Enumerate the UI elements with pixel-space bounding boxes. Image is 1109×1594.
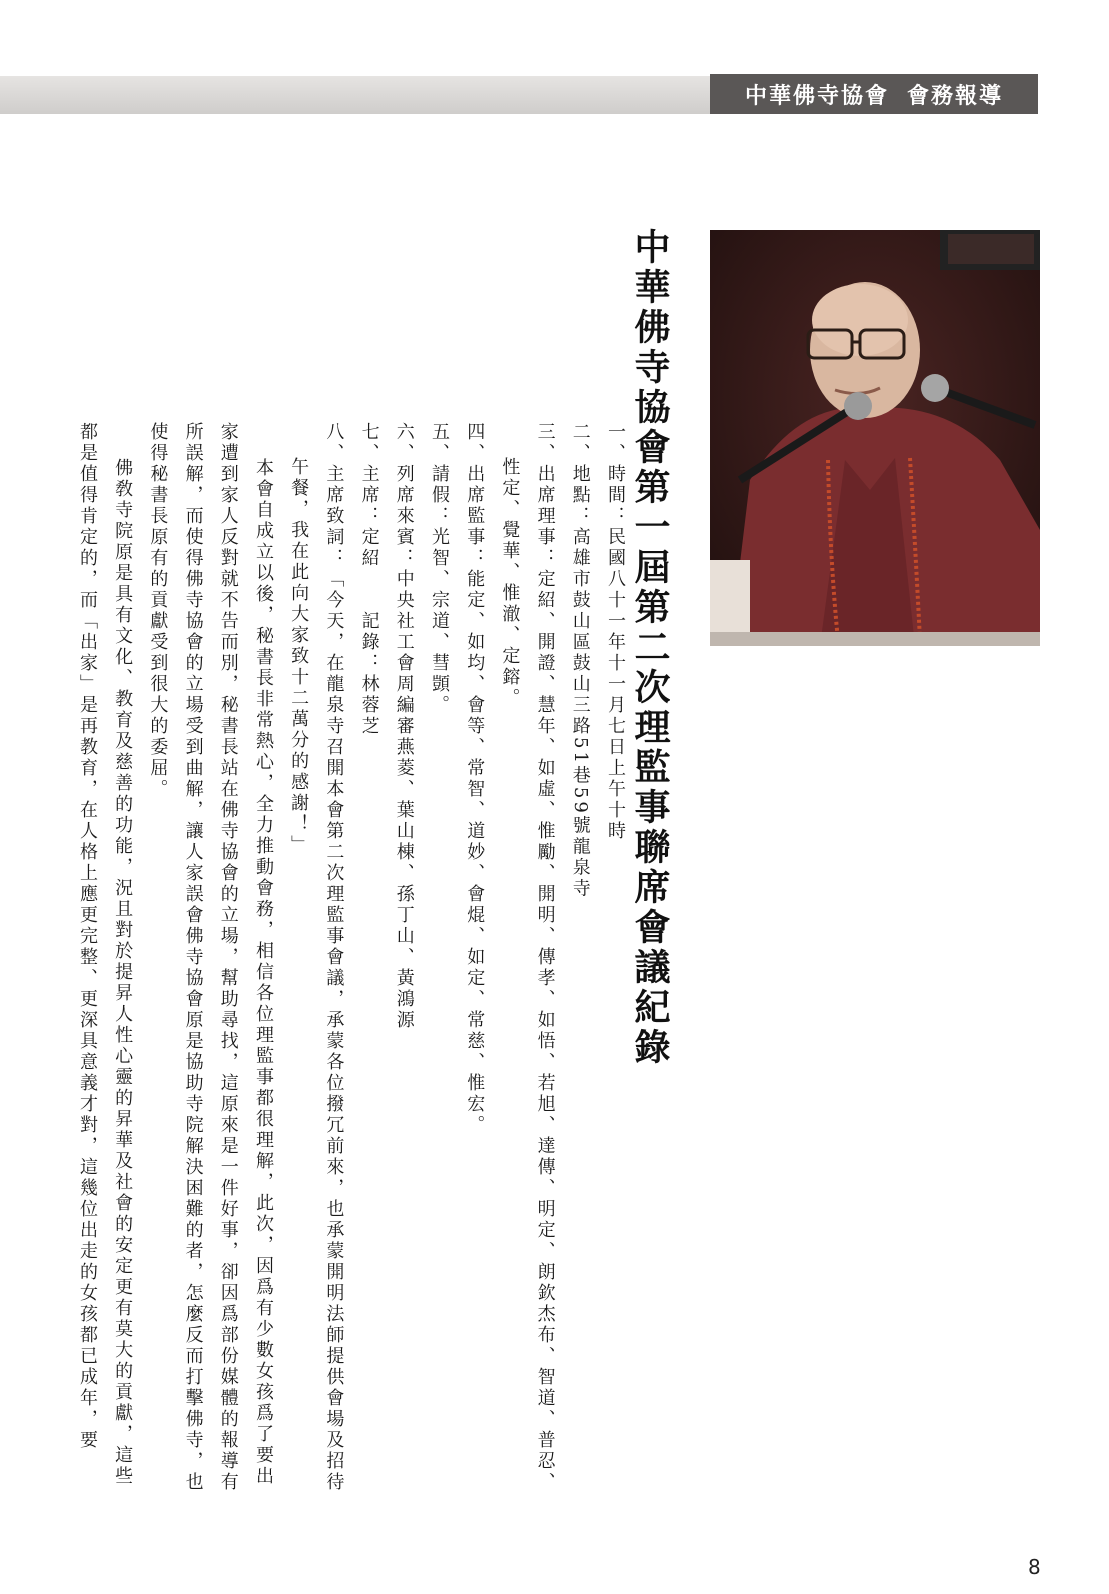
- minutes-item-speech: 八、主席致詞：「今天，在龍泉寺召開本會第二次理監事會議，承蒙各位撥冗前來，也承蒙開明法師提供會場及招待午餐，我在此向大家致十二萬分的感謝！」: [288, 422, 345, 1493]
- minutes-item-leave: 五、請假：光智、宗道、彗顗。: [428, 422, 450, 716]
- minutes-item-directors: 三、出席理事：定紹、開證、慧年、如虛、惟勵、開明、傳孝、如悟、若旭、達傳、明定、朗欽杰布、智道、普忍、性定、覺華、惟澈、定鎔。: [499, 422, 556, 1493]
- minutes-item-guests: 六、列席來賓：中央社工會周編審燕菱、葉山棟、孫丁山、黃鴻源: [393, 422, 415, 1031]
- header-stripe: [0, 76, 710, 114]
- chairman-photo: [710, 230, 1040, 646]
- body-paragraph: 本會自成立以後，秘書長非常熱心，全力推動會務，相信各位理監事都很理解，此次，因爲有少數女孩爲了要出家遭到家人反對就不告而別，秘書長站在佛寺協會的立場，幫助尋找，這原來是一件好事，卻因爲部份媒體的報導有所誤解，而使得佛寺協會的立場受到曲解，讓人家誤會佛寺協會原是協助寺院解決困難的者，怎麼反而打擊佛寺，也使得秘書長原有的貢獻受到很大的委屈。: [147, 422, 274, 1493]
- minutes-item-supervisors: 四、出席監事：能定、如均、會等、常智、道妙、會焜、如定、常慈、惟宏。: [464, 422, 486, 1136]
- article-body: [70, 422, 633, 1502]
- chairman-photo-illustration: [710, 230, 1040, 646]
- minutes-item-location: 二、地點：高雄市鼓山區鼓山三路51巷59號龍泉寺: [569, 422, 591, 900]
- page-number: 8: [1028, 1555, 1041, 1579]
- header-section: 會務報導: [907, 83, 1004, 109]
- minutes-item-time: 一、時間：民國八十一年十一月七日上午十時: [605, 422, 626, 842]
- body-paragraph: 佛敎寺院原是具有文化、教育及慈善的功能，況且對於提昇人性心靈的昇華及社會的安定更有莫大的貢獻，這些都是值得肯定的，而「出家」是再教育，在人格上應更完整、更深具意義才對，這幾位出走的女孩都已成年，要: [76, 422, 134, 1487]
- header-org: 中華佛寺協會: [744, 83, 889, 109]
- section-header-badge: [710, 74, 1038, 114]
- minutes-item-chair: 七、主席：定紹 記錄：林蓉芝: [358, 422, 380, 737]
- article-title: 中華佛寺協會第一屆第二次理監事聯席會議紀錄: [629, 228, 670, 1068]
